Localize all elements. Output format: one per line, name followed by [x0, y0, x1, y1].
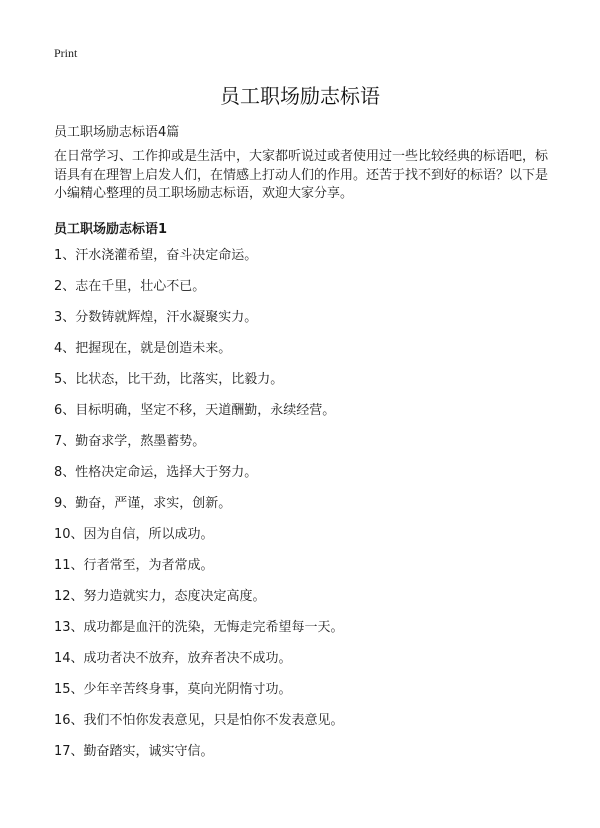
section-heading: 员工职场励志标语1 [54, 222, 168, 237]
list-item: 12、努力造就实力，态度决定高度。 [54, 589, 266, 604]
list-item: 3、分数铸就辉煌，汗水凝聚实力。 [54, 310, 258, 325]
list-item: 6、目标明确，坚定不移，天道酬勤，永续经营。 [54, 403, 336, 418]
document-subtitle: 员工职场励志标语4篇 [54, 125, 180, 140]
print-link[interactable]: Print [54, 46, 78, 60]
intro-paragraph: 在日常学习、工作抑或是生活中，大家都听说过或者使用过一些比较经典的标语吧，标语具有在理智上启发人们，在情感上打动人们的作用。还苦于找不到好的标语？以下是小编精心整理的员工职场励志标语，欢迎大家分享。 [54, 149, 549, 201]
list-item: 8、性格决定命运，选择大于努力。 [54, 465, 258, 480]
list-item: 15、少年辛苦终身事，莫向光阴惰寸功。 [54, 682, 292, 697]
slogan-list [54, 247, 344, 774]
list-item: 13、成功都是血汗的洗染，无悔走完希望每一天。 [54, 620, 344, 635]
list-item: 10、因为自信，所以成功。 [54, 527, 214, 542]
list-item: 11、行者常至，为者常成。 [54, 558, 214, 573]
list-item: 16、我们不怕你发表意见，只是怕你不发表意见。 [54, 713, 344, 728]
list-item: 14、成功者决不放弃，放弃者决不成功。 [54, 651, 292, 666]
list-item: 1、汗水浇灌希望，奋斗决定命运。 [54, 248, 258, 263]
page-title: 员工职场励志标语 [220, 84, 380, 108]
list-item: 5、比状态，比干劲，比落实，比毅力。 [54, 372, 284, 387]
list-item: 17、勤奋踏实，诚实守信。 [54, 744, 214, 759]
list-item: 4、把握现在，就是创造未来。 [54, 341, 232, 356]
list-item: 7、勤奋求学，熬墨蓄势。 [54, 434, 206, 449]
list-item: 2、志在千里，壮心不已。 [54, 279, 206, 294]
list-item: 9、勤奋，严谨，求实，创新。 [54, 496, 232, 511]
